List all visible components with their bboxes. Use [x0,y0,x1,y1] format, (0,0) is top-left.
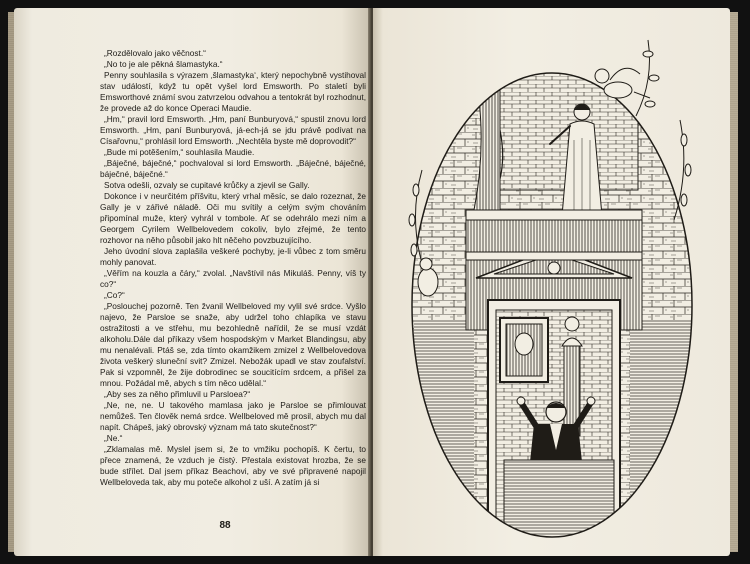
paragraph: Sotva odešli, ozvaly se cupitavé krůčky a zjevil se Gally. [104,180,310,190]
paragraph: „Zklamalas mě. Myslel jsem si, že to vmžiku pochopíš. K čertu, to přece znamená, že vzduch je čistý. Přestala existovat hrozba, že se bude střílet. Dal jsem příkaz Beachovi, aby ve své připravené napojil Wellbeloveda tak, aby mu poteče alkohol z uší. A zatím já si [100,444,366,487]
paragraph: „Báječné, báječné,“ pochvaloval si lord Emsworth. „Báječné, báječné, báječné, báječné.“ [100,158,366,179]
page-number: 88 [219,520,231,531]
illustration [404,20,704,540]
paragraph: „Bude mi potěšením,“ souhlasila Maudie. [104,147,255,157]
paragraph: Jeho úvodní slova zaplašila veškeré pochyby, je-li vůbec z tom směru mohly panovat. [100,246,366,267]
paragraph: Dokonce i v neurčitém příšvitu, který vrhal měsíc, se dalo rozeznat, že Gally je v zářivé náladě. Oči mu svítily a celým svým chováním připomínal muže, který vyhrál v tombole. Ať se odehrálo mezi ním a Georgem Cyrilem Wellbelovedem cokoliv, bylo zřejmé, že tento rozhovor na něho působil jako hlt něčeho povzbuzujícího. [100,191,366,245]
paragraph: „Věřím na kouzla a čáry,“ zvolal. „Navštívil nás Mikuláš. Penny, víš ty co?“ [100,268,366,289]
paragraph: „Ne.“ [104,433,123,443]
paragraph: „Rozdělovalo jako věčnost.“ [104,48,206,58]
paragraph: „Co?“ [104,290,125,300]
paragraph: „Poslouchej pozorně. Ten žvanil Wellbeloved my vylil své srdce. Vyšlo najevo, že Parsloe se snaže, aby udržel toho chlapíka ve stavu ostražitosti a ve střehu, mu bezohledně nařídil, že se musí vzdát alkoholu.Dále dal příkazy všem hospodským v Market Blandingsu, aby mu nenalévali. Ptáš se, zda tímto okamžikem zmizel z Wellbelovedova života veškerý sluneční svit? Zmizel. Nebožák upadl ve stav zoufalství. Pak si vzpomněl, že žije dobrodinec se soucitícím srdcem, a přišel za mnou. Požádal mě, abych s tím něco udělal.“ [100,301,366,388]
left-page [14,8,370,556]
paragraph: „Ne, ne, ne. U takového mamlasa jako je Parsloe se přimlouvat nemůžeš. Ten člověk nemá srdce. Wellbeloved mě prosil, abych mu dal napít. Chápeš, jaký obrovský význam má tato skutečnost?“ [100,400,366,432]
body-text [100,48,366,488]
paragraph: „Aby ses za něho přimluvil u Parsloea?“ [104,389,251,399]
paragraph: Penny souhlasila s výrazem ‚šlamastyka‘, který nepochybně vystihoval stav událostí, když tu opět vyšel lord Emsworth. Po staletí byli Emsworthové známí svou zatvrzelou odvahou a tentokrát byl rozhodnut, že provede až do konce Operaci Maudie. [100,70,366,113]
paragraph: „No to je ale pěkná šlamastyka.“ [104,59,223,69]
paragraph: „Hm,“ pravil lord Emsworth. „Hm, paní Bunburyová,“ spustil znovu lord Emsworth. „Hm, paní Bunburyová, já-ech-já se jdu právě podívat na Císařovnu,“ prohlásil lord Emsworth. „Nechtěla byste mě doprovodit?“ [100,114,366,146]
right-page-edges [730,12,738,552]
